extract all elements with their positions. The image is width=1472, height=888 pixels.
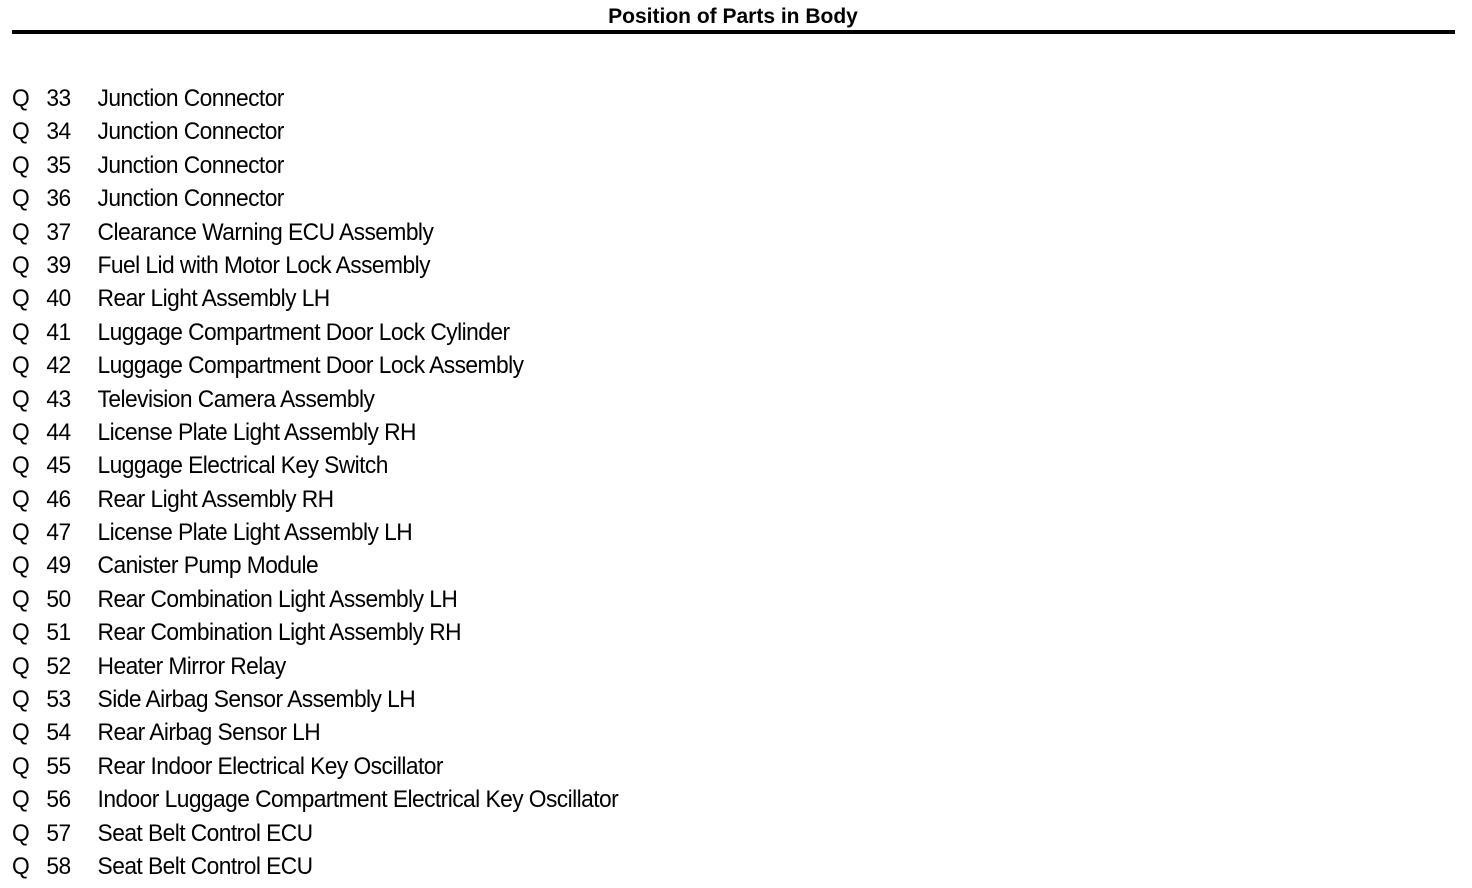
part-number: 55	[46, 752, 71, 780]
part-name: Rear Airbag Sensor LH	[97, 719, 321, 747]
part-code: Q	[12, 786, 30, 814]
part-name: Canister Pump Module	[97, 552, 319, 580]
part-name: Luggage Electrical Key Switch	[97, 452, 388, 480]
part-code: Q	[12, 552, 30, 580]
part-name: Rear Light Assembly RH	[97, 485, 334, 513]
part-number: 41	[46, 318, 71, 346]
part-name: Indoor Luggage Compartment Electrical Key Oscillator	[97, 786, 619, 814]
part-code: Q	[12, 218, 30, 246]
part-name: Rear Combination Light Assembly LH	[97, 585, 458, 613]
part-number: 44	[46, 418, 71, 446]
part-number: 36	[46, 185, 71, 213]
part-number: 58	[46, 852, 71, 880]
part-number: 46	[46, 485, 71, 513]
part-name: Luggage Compartment Door Lock Cylinder	[97, 318, 510, 346]
part-name: Rear Combination Light Assembly RH	[97, 619, 462, 647]
part-number: 49	[46, 552, 71, 580]
part-code: Q	[12, 151, 30, 179]
part-name: Clearance Warning ECU Assembly	[97, 218, 434, 246]
part-name: Seat Belt Control ECU	[97, 819, 313, 847]
part-code: Q	[12, 686, 30, 714]
part-number: 37	[46, 218, 71, 246]
part-number: 53	[46, 686, 71, 714]
part-code: Q	[12, 452, 30, 480]
part-name: License Plate Light Assembly RH	[97, 418, 416, 446]
part-code: Q	[12, 285, 30, 313]
part-code: Q	[12, 385, 30, 413]
page-title: Position of Parts in Body	[608, 5, 858, 28]
part-name: Rear Light Assembly LH	[97, 285, 330, 313]
part-code: Q	[12, 752, 30, 780]
part-name: Junction Connector	[97, 85, 284, 112]
part-code: Q	[12, 118, 30, 146]
part-code: Q	[12, 719, 30, 747]
part-number: 54	[46, 719, 71, 747]
part-number: 42	[46, 352, 71, 380]
part-name: Television Camera Assembly	[97, 385, 375, 413]
part-name: Side Airbag Sensor Assembly LH	[97, 686, 416, 714]
part-code: Q	[12, 85, 30, 112]
part-number: 33	[46, 85, 71, 112]
part-name: License Plate Light Assembly LH	[97, 519, 413, 547]
part-number: 34	[46, 118, 71, 146]
part-number: 52	[46, 652, 71, 680]
part-name: Luggage Compartment Door Lock Assembly	[97, 352, 524, 380]
part-code: Q	[12, 652, 30, 680]
part-name: Seat Belt Control ECU	[97, 852, 313, 880]
part-code: Q	[12, 819, 30, 847]
title-divider	[12, 30, 1455, 34]
part-number: 51	[46, 619, 71, 647]
part-code: Q	[12, 619, 30, 647]
part-name: Junction Connector	[97, 185, 284, 213]
part-code: Q	[12, 585, 30, 613]
part-code: Q	[12, 185, 30, 213]
part-name: Rear Indoor Electrical Key Oscillator	[97, 752, 443, 780]
part-code: Q	[12, 418, 30, 446]
part-code: Q	[12, 318, 30, 346]
part-name: Junction Connector	[97, 151, 284, 179]
part-code: Q	[12, 852, 30, 880]
part-number: 45	[46, 452, 71, 480]
part-code: Q	[12, 519, 30, 547]
part-number: 57	[46, 819, 71, 847]
part-number: 56	[46, 786, 71, 814]
part-name: Junction Connector	[97, 118, 284, 146]
part-code: Q	[12, 352, 30, 380]
part-code: Q	[12, 485, 30, 513]
part-name: Heater Mirror Relay	[97, 652, 286, 680]
part-number: 43	[46, 385, 71, 413]
part-code: Q	[12, 251, 30, 279]
part-name: Fuel Lid with Motor Lock Assembly	[97, 251, 430, 279]
part-number: 39	[46, 251, 71, 279]
part-number: 50	[46, 585, 71, 613]
part-number: 47	[46, 519, 71, 547]
part-number: 40	[46, 285, 71, 313]
part-number: 35	[46, 151, 71, 179]
